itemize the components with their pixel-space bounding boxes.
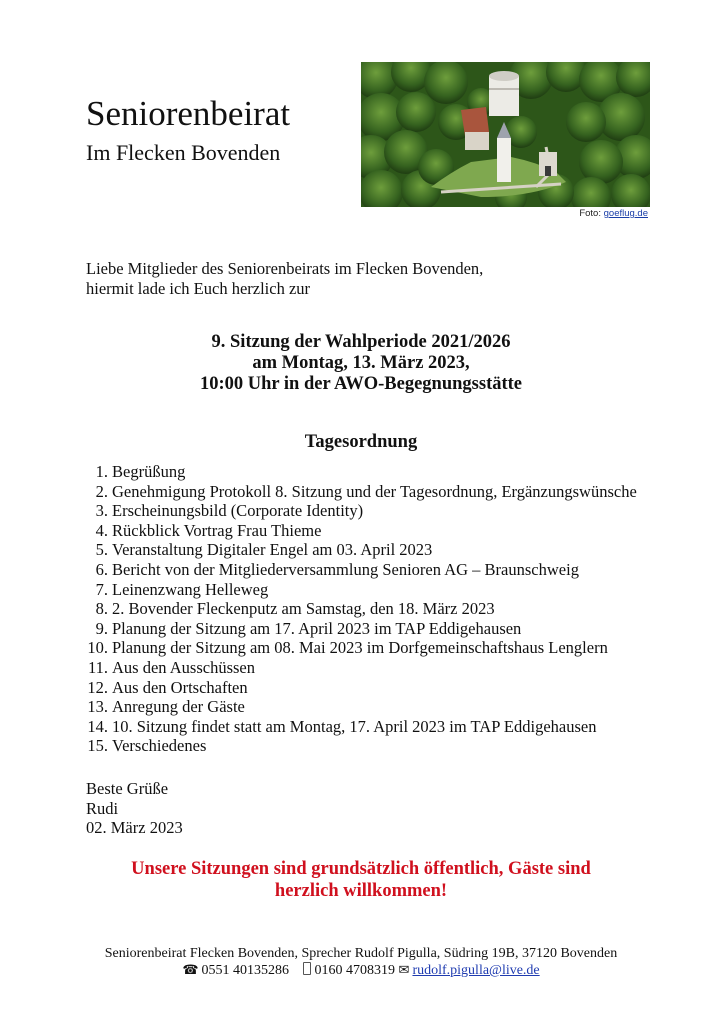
photo-credit xyxy=(579,208,648,220)
intro-line-1: Liebe Mitglieder des Seniorenbeirats im Flecken Bovenden, xyxy=(86,259,484,278)
agenda-item xyxy=(86,736,637,756)
footer-email-link[interactable]: rudolf.pigulla@live.de xyxy=(412,963,540,978)
agenda-item-number: 3. xyxy=(95,501,108,521)
agenda-item-text: Veranstaltung Digitaler Engel am 03. April 2023 xyxy=(112,540,433,560)
phone-icon: ☎ xyxy=(182,963,199,978)
signature-block xyxy=(86,779,183,838)
castle-photo-illustration xyxy=(361,62,650,207)
meeting-time-location: 10:00 Uhr in der AWO-Begegnungsstätte xyxy=(199,374,523,394)
agenda-item-number: 14. xyxy=(87,716,108,736)
agenda-item-number: 4. xyxy=(95,520,108,540)
agenda-item xyxy=(86,717,637,737)
intro-line-2: hiermit lade ich Euch herzlich zur xyxy=(86,279,311,298)
public-notice xyxy=(0,859,722,902)
agenda-item-number: 2. xyxy=(95,481,108,501)
agenda-item-text: Erscheinungsbild (Corporate Identity) xyxy=(112,501,364,521)
agenda-item xyxy=(86,560,637,580)
agenda-item xyxy=(86,678,637,698)
agenda-item xyxy=(86,619,637,639)
agenda-item-text: Anregung der Gäste xyxy=(112,697,245,717)
email-icon: ✉ xyxy=(398,963,410,978)
signature-greeting: Beste Grüße xyxy=(86,779,169,798)
agenda-item xyxy=(86,638,637,658)
agenda-item-text: Genehmigung Protokoll 8. Sitzung und der Tagesordnung, Ergänzungswünsche xyxy=(112,481,637,501)
footer-contact xyxy=(0,962,722,979)
footer-address: Seniorenbeirat Flecken Bovenden, Sprecher Rudolf Pigulla, Südring 19B, 37120 Bovenden xyxy=(104,946,618,961)
agenda-item-number: 15. xyxy=(87,736,108,756)
signature-date: 02. März 2023 xyxy=(86,818,183,837)
agenda-item xyxy=(86,580,637,600)
agenda-list xyxy=(86,462,637,756)
signature-name: Rudi xyxy=(86,798,119,818)
agenda-item-text: 10. Sitzung findet statt am Montag, 17. April 2023 im TAP Eddigehausen xyxy=(112,716,597,736)
document-title: Seniorenbeirat xyxy=(86,94,291,133)
agenda-item-number: 5. xyxy=(95,540,108,560)
agenda-item-number: 7. xyxy=(95,579,108,599)
agenda-item-number: 9. xyxy=(95,618,108,638)
meeting-details xyxy=(0,332,722,395)
agenda-item-text: Begrüßung xyxy=(112,462,186,481)
castle-photo xyxy=(361,62,650,207)
agenda-item-text: Verschiedenes xyxy=(112,736,207,756)
footer-mobile: 0160 4708319 xyxy=(314,963,396,978)
intro-text xyxy=(86,259,483,299)
public-notice-line-2: herzlich willkommen! xyxy=(274,880,448,901)
agenda-item-text: Aus den Ortschaften xyxy=(112,677,248,697)
agenda-item-text: 2. Bovender Fleckenputz am Samstag, den 18. März 2023 xyxy=(112,599,495,619)
agenda-item xyxy=(86,501,637,521)
public-notice-line-1: Unsere Sitzungen sind grundsätzlich öffentlich, Gäste sind xyxy=(131,859,591,879)
agenda-item xyxy=(86,697,637,717)
document-subtitle: Im Flecken Bovenden xyxy=(86,140,281,165)
agenda-item-text: Leinenzwang Helleweg xyxy=(112,579,269,599)
agenda-item-number: 12. xyxy=(87,677,108,697)
agenda-item-number: 10. xyxy=(87,638,108,658)
mobile-phone-icon xyxy=(303,962,311,975)
meeting-date: am Montag, 13. März 2023, xyxy=(252,353,470,373)
agenda-item xyxy=(86,540,637,560)
agenda-item xyxy=(86,462,637,482)
photo-credit-link[interactable]: goeflug.de xyxy=(603,208,648,219)
agenda-item xyxy=(86,599,637,619)
agenda-item xyxy=(86,658,637,678)
agenda-item-text: Rückblick Vortrag Frau Thieme xyxy=(112,520,322,540)
agenda-item-number: 11. xyxy=(87,657,108,677)
footer xyxy=(0,945,722,979)
agenda-item-text: Aus den Ausschüssen xyxy=(112,657,255,677)
photo-credit-label: Foto: xyxy=(579,208,601,219)
agenda-item xyxy=(86,521,637,541)
agenda-item-number: 6. xyxy=(95,559,108,579)
agenda-item-text: Planung der Sitzung am 17. April 2023 im TAP Eddigehausen xyxy=(112,618,522,638)
footer-phone: 0551 40135286 xyxy=(201,963,290,978)
agenda-item-text: Planung der Sitzung am 08. Mai 2023 im Dorfgemeinschaftshaus Lenglern xyxy=(112,638,608,658)
agenda-heading: Tagesordnung xyxy=(304,432,418,452)
agenda-item-number: 1. xyxy=(95,462,108,481)
agenda-item-text: Bericht von der Mitgliederversammlung Senioren AG – Braunschweig xyxy=(112,559,579,579)
meeting-session: 9. Sitzung der Wahlperiode 2021/2026 xyxy=(211,332,511,352)
agenda-item-number: 8. xyxy=(95,599,108,619)
agenda-item-number: 13. xyxy=(87,697,108,717)
agenda-item xyxy=(86,482,637,502)
